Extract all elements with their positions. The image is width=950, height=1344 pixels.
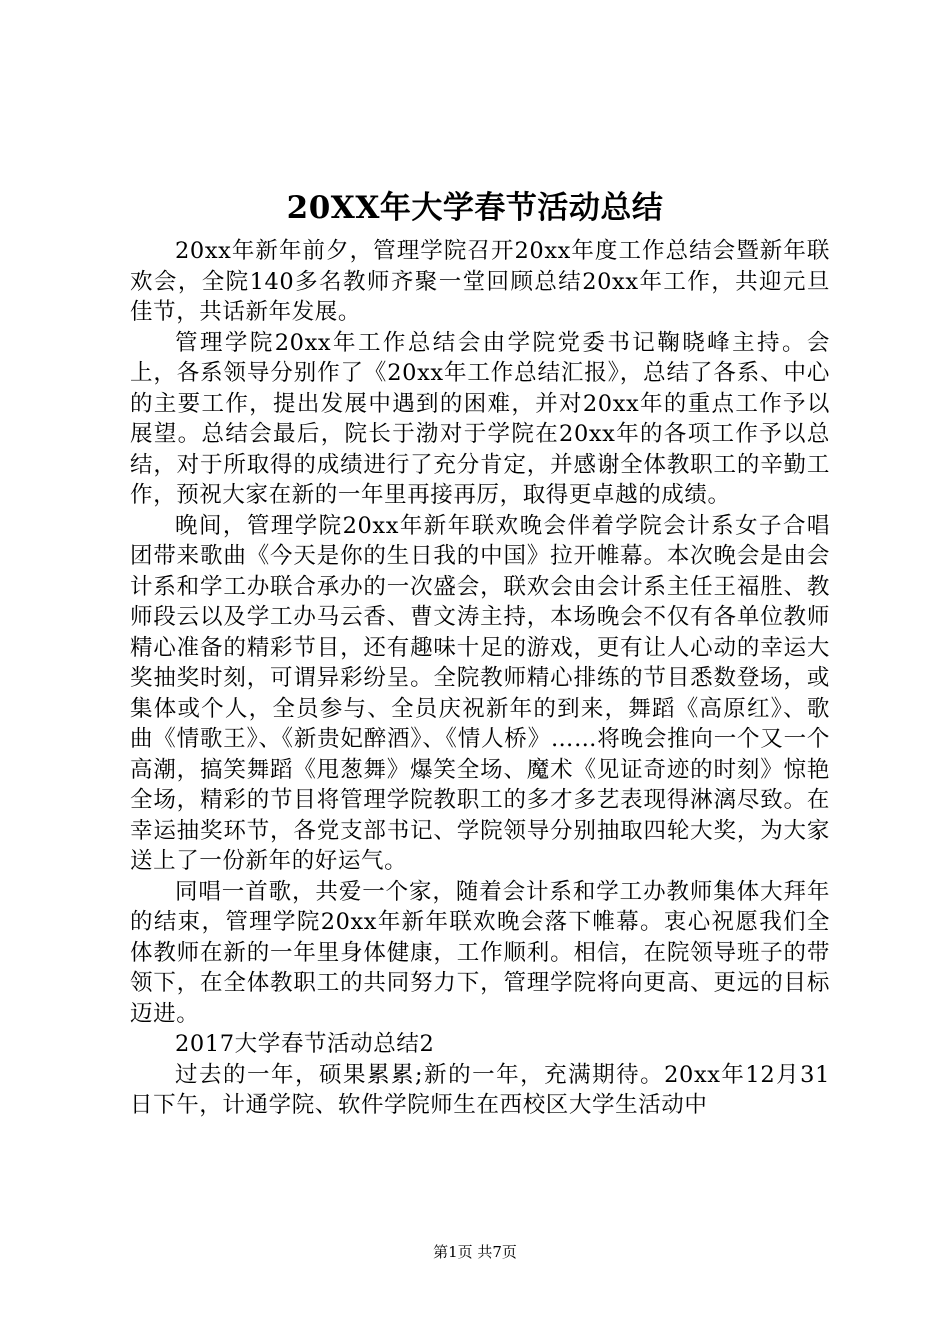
paragraph: 管理学院20xx年工作总结会由学院党委书记鞠晓峰主持。会上，各系领导分别作了《20xx年工作总结汇报》，总结了各系、中心的主要工作，提出发展中遇到的困难，并对20xx年的重点工作予以展望。总结会最后，院长于渤对于学院在20xx年的各项工作予以总结，对于所取得的成绩进行了充分肯定，并感谢全体教职工的辛勤工作，预祝大家在新的一年里再接再厉，取得更卓越的成绩。 [130, 329, 830, 508]
document-title: 20XX年大学春节活动总结 [286, 190, 664, 226]
paragraph: 20xx年新年前夕，管理学院召开20xx年度工作总结会暨新年联欢会，全院140多名教师齐聚一堂回顾总结20xx年工作，共迎元旦佳节，共话新年发展。 [130, 238, 830, 325]
section-heading: 2017大学春节活动总结2 [175, 1031, 435, 1057]
document-body [130, 236, 830, 1121]
paragraph: 晚间，管理学院20xx年新年联欢晚会伴着学院会计系女子合唱团带来歌曲《今天是你的生日我的中国》拉开帷幕。本次晚会是由会计系和学工办联合承办的一次盛会，联欢会由会计系主任王福胜、教师段云以及学工办马云香、曹文涛主持，本场晚会不仅有各单位教师精心准备的精彩节目，还有趣味十足的游戏，更有让人心动的幸运大奖抽奖时刻，可谓异彩纷呈。全院教师精心排练的节目悉数登场，或集体或个人，全员参与、全员庆祝新年的到来，舞蹈《高原红》、歌曲《情歌王》、《新贵妃醉酒》、《情人桥》……将晚会推向一个又一个高潮，搞笑舞蹈《甩葱舞》爆笑全场、魔术《见证奇迹的时刻》惊艳全场，精彩的节目将管理学院教职工的多才多艺表现得淋漓尽致。在幸运抽奖环节，各党支部书记、学院领导分别抽取四轮大奖，为大家送上了一份新年的好运气。 [130, 512, 830, 874]
paragraph: 过去的一年，硕果累累;新的一年，充满期待。20xx年12月31日下午，计通学院、软件学院师生在西校区大学生活动中 [130, 1061, 830, 1118]
page-footer: 第1页 共7页 [433, 1243, 517, 1261]
paragraph: 同唱一首歌，共爱一个家，随着会计系和学工办教师集体大拜年的结束，管理学院20xx年新年联欢晚会落下帷幕。衷心祝愿我们全体教师在新的一年里身体健康，工作顺利。相信，在院领导班子的带领下，在全体教职工的共同努力下，管理学院将向更高、更远的目标迈进。 [130, 878, 830, 1027]
